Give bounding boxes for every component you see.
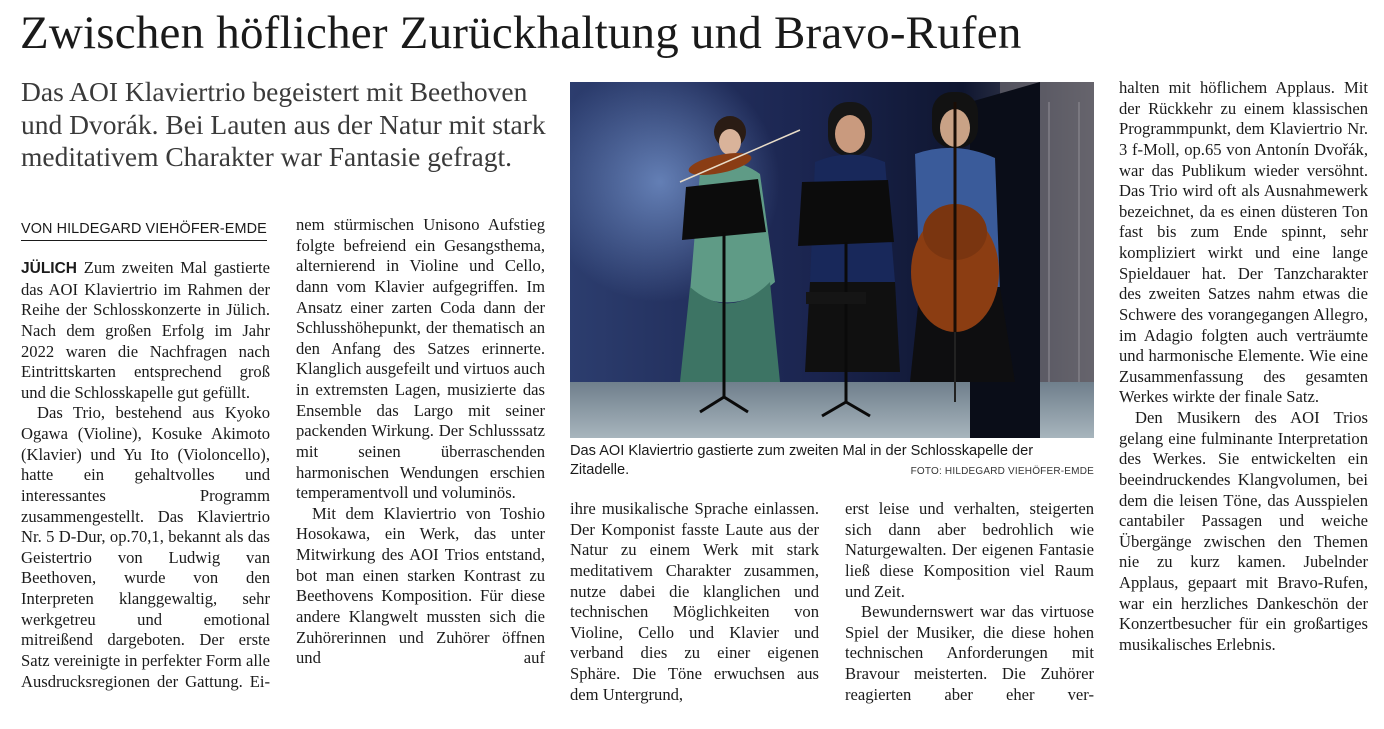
- body-paragraph: [21, 258, 270, 403]
- text-column-3: [570, 499, 819, 705]
- text-column-4: [845, 499, 1094, 705]
- dateline: JÜLICH: [21, 260, 77, 277]
- body-paragraph: halten mit höflichem Applaus. Mit der Rückkehr zu einem klassischen Programmpunkt, dem Klaviertrio Nr. 3 f-Moll, op.65 von Antonín Dvořák, war das Publikum wieder versöhnt. Das Trio wird oft als Ausnahmewerk bezeichnet, da es einen düsteren Ton fast bis zum Ende spinnt, sehr kompliziert wirkt und eine lange Spieldauer hat. Der Tanzcharakter des zweiten Satzes nahm etwas die Schwere des vorangegangen Allegro, im Adagio folgten auch verträumte und harmonische Elemente. Wie eine Zusammenfassung des gesamten Werkes wirkte der finale Satz.: [1119, 78, 1368, 407]
- text-column-5: [1119, 78, 1368, 656]
- lead-text: Zum zweiten Mal gastierte das AOI Klaviertrio im Rahmen der Reihe der Schlosskonzerte in Jülich. Nach dem großen Erfolg im Jahr 2022 waren die Nachfragen nach Eintrittskarten entsprechend groß und die Schlosskapelle gut gefüllt.: [21, 258, 270, 402]
- body-paragraph: Mit dem Klaviertrio von Toshio Hosokawa, ein Werk, das unter Mitwirkung des AOI Trios entstand, bot man einen starken Kontrast zu Beethovens Komposition. Für diese andere Klangwelt mussten sich die Zuhörerinnen und Zuhörer öffnen und auf: [296, 503, 545, 668]
- body-paragraph: nem stürmischen Unisono Aufstieg folgte befreiend ein Gesangsthema, alternierend in Violine und Cello, dann vom Klavier aufgegriffen. Im Ansatz einer zarten Coda dann der Schlusshöhepunkt, der thematisch an den Anfang des Satzes erinnerte. Klanglich ausgefeilt und virtuos auch in extremsten Lagen, musizierte das Ensemble das Largo mit seiner packenden Wirkung. Der Schlusssatz mit seinen überraschenden harmonischen Wendungen erschien temperamentvoll und voluminös.: [296, 215, 545, 503]
- body-paragraph: ihre musikalische Sprache einlassen. Der Komponist fasste Laute aus der Natur zu einem Werk mit stark meditativem Charakter zusammen, nutze dabei die klanglichen und technischen Möglichkeiten von Violine, Cello und Klavier und verband dies zu einer eigenen Sphäre. Die Töne erwuchsen aus dem Untergrund,: [570, 499, 819, 704]
- body-paragraph: Bewundernswert war das virtuose Spiel der Musiker, die diese hohen technischen Anforderungen mit Bravour meisterten. Die Zuhörer reagierten aber eher ver-: [845, 602, 1094, 704]
- article-subheadline: Das AOI Klaviertrio begeistert mit Beethoven und Dvorák. Bei Lauten aus der Natur mit stark meditativem Charakter war Fantasie gefragt.: [21, 76, 546, 172]
- text-column-2: [296, 215, 545, 669]
- body-paragraph: Das Trio, bestehend aus Kyoko Ogawa (Violine), Kosuke Akimoto (Klavier) und Yu Ito (Violoncello), hatte ein gehaltvolles und interessantes Programm zusammengestellt. Das Klaviertrio Nr. 5 D-Dur, op.70,1, bekannt als das Geistertrio von Ludwig van Beethoven, wurde von den Interpreten klanggewaltig, sehr werkgetreu und emotional mitreißend dargeboten. Der erste Satz vereinigte in perfekter Form alle Ausdrucksregionen der Gattung. Ei-: [21, 403, 270, 691]
- article-headline: Zwischen höflicher Zurückhaltung und Bravo-Rufen: [20, 7, 1022, 59]
- body-paragraph: Den Musikern des AOI Trios gelang eine fulminante Interpretation des Werkes. Sie entwickelten ein beeindruckendes Klangvolumen, bei dem die leisen Töne, das Ausspielen cantabiler Passagen und weiche Übergänge zwischen den Themen nie zu kurz kamen. Jubelnder Applaus, gepaart mit Bravo-Rufen, war ein herzliches Dankeschön der Konzertbesucher für ein großartiges musikalisches Erlebnis.: [1119, 408, 1368, 654]
- concert-photo: [570, 82, 1094, 438]
- article-byline: VON HILDEGARD VIEHÖFER-EMDE: [21, 221, 267, 241]
- photo-caption: Das AOI Klaviertrio gastierte zum zweiten Mal in der Schlosskapelle der Zitadelle.: [570, 443, 1034, 478]
- photo-credit: FOTO: HILDEGARD VIEHÖFER-EMDE: [910, 466, 1094, 477]
- body-paragraph: erst leise und verhalten, steigerten sich dann aber bedrohlich wie Naturgewalten. Der eigenen Fantasie ließ diese Komposition viel Raum und Zeit.: [845, 499, 1094, 601]
- text-column-1: [21, 258, 270, 692]
